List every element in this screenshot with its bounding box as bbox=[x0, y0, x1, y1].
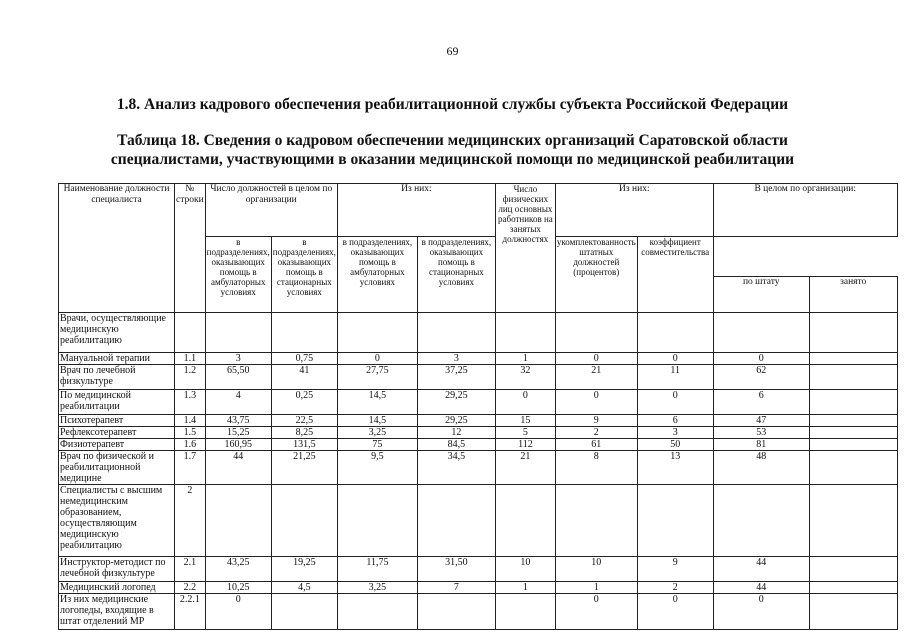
cell-combination bbox=[809, 485, 897, 557]
cell-inpatient: 7 bbox=[417, 582, 495, 594]
cell-staff: 44 bbox=[205, 451, 271, 485]
section-title: 1.8. Анализ кадрового обеспечения реабилитационной службы субъекта Российской Федерации bbox=[116, 96, 789, 113]
cell-row-no: 2.1 bbox=[175, 557, 206, 582]
cell-occupied bbox=[271, 594, 337, 630]
table-row bbox=[59, 427, 898, 439]
cell-name: Психотерапевт bbox=[59, 415, 175, 427]
cell-outpatient: 0 bbox=[337, 353, 417, 365]
cell-combination bbox=[809, 582, 897, 594]
cell-row-no: 1.1 bbox=[175, 353, 206, 365]
table-row bbox=[59, 365, 898, 390]
cell-occupied bbox=[271, 485, 337, 557]
cell-name: Рефлексотерапевт bbox=[59, 427, 175, 439]
cell-staff: 43,75 bbox=[205, 415, 271, 427]
cell-staffing-pct: 48 bbox=[713, 451, 809, 485]
cell-staffing-pct: 44 bbox=[713, 557, 809, 582]
cell-inpatient-2: 50 bbox=[637, 439, 713, 451]
cell-occupied: 41 bbox=[271, 365, 337, 390]
cell-outpatient-2: 8 bbox=[555, 451, 637, 485]
staffing-table-container bbox=[58, 183, 898, 630]
cell-row-no: 2.2 bbox=[175, 582, 206, 594]
header-row-no: № строки bbox=[175, 184, 206, 313]
cell-outpatient bbox=[337, 313, 417, 353]
cell-outpatient: 3,25 bbox=[337, 582, 417, 594]
cell-occupied: 21,25 bbox=[271, 451, 337, 485]
cell-name: Физиотерапевт bbox=[59, 439, 175, 451]
cell-row-no bbox=[175, 313, 206, 353]
cell-inpatient: 34,5 bbox=[417, 451, 495, 485]
cell-inpatient-2 bbox=[637, 313, 713, 353]
cell-staffing-pct: 44 bbox=[713, 582, 809, 594]
header-individuals: Число физических лиц основных работников на занятых должностях bbox=[495, 184, 555, 313]
cell-inpatient: 84,5 bbox=[417, 439, 495, 451]
cell-name: По медицинской реабилитации bbox=[59, 390, 175, 415]
header-staff: по штату bbox=[713, 277, 809, 313]
cell-row-no: 1.2 bbox=[175, 365, 206, 390]
cell-inpatient-2: 3 bbox=[637, 427, 713, 439]
cell-combination bbox=[809, 451, 897, 485]
cell-name: Врач по лечебной физкультуре bbox=[59, 365, 175, 390]
cell-individuals: 15 bbox=[495, 415, 555, 427]
cell-occupied: 131,5 bbox=[271, 439, 337, 451]
table-row bbox=[59, 451, 898, 485]
cell-occupied: 0,75 bbox=[271, 353, 337, 365]
cell-name: Из них медицинские логопеды, входящие в штат отделений МР bbox=[59, 594, 175, 630]
cell-outpatient-2 bbox=[555, 485, 637, 557]
cell-inpatient-2: 2 bbox=[637, 582, 713, 594]
header-staffing: укомплектованность штатных должностей (процентов) bbox=[555, 237, 637, 313]
cell-inpatient: 12 bbox=[417, 427, 495, 439]
cell-inpatient: 37,25 bbox=[417, 365, 495, 390]
cell-combination bbox=[809, 439, 897, 451]
cell-staff: 15,25 bbox=[205, 427, 271, 439]
cell-name: Мануальной терапии bbox=[59, 353, 175, 365]
cell-inpatient-2: 9 bbox=[637, 557, 713, 582]
header-of-them-2: Из них: bbox=[555, 184, 713, 237]
table-row bbox=[59, 390, 898, 415]
cell-staff bbox=[205, 313, 271, 353]
cell-staffing-pct: 81 bbox=[713, 439, 809, 451]
staffing-table-body bbox=[59, 313, 898, 630]
table-row bbox=[59, 353, 898, 365]
cell-occupied: 19,25 bbox=[271, 557, 337, 582]
cell-occupied: 0,25 bbox=[271, 390, 337, 415]
cell-individuals: 10 bbox=[495, 557, 555, 582]
table-caption-line-1: Таблица 18. Сведения о кадровом обеспечении медицинских организаций Саратовской области bbox=[117, 132, 788, 149]
cell-staffing-pct: 0 bbox=[713, 594, 809, 630]
header-occupied: занято bbox=[809, 277, 897, 313]
cell-combination bbox=[809, 427, 897, 439]
cell-outpatient-2: 10 bbox=[555, 557, 637, 582]
cell-occupied bbox=[271, 313, 337, 353]
cell-inpatient-2 bbox=[637, 485, 713, 557]
cell-outpatient-2: 0 bbox=[555, 353, 637, 365]
cell-inpatient bbox=[417, 594, 495, 630]
header-positions: Число должностей в целом по организации bbox=[205, 184, 337, 237]
cell-combination bbox=[809, 390, 897, 415]
table-row bbox=[59, 313, 898, 353]
cell-name: Специалисты с высшим немедицинским образованием, осуществляющим медицинскую реабилитацию bbox=[59, 485, 175, 557]
cell-inpatient-2: 6 bbox=[637, 415, 713, 427]
cell-inpatient bbox=[417, 485, 495, 557]
cell-inpatient-2: 0 bbox=[637, 390, 713, 415]
cell-staff: 160,95 bbox=[205, 439, 271, 451]
cell-staffing-pct bbox=[713, 313, 809, 353]
cell-row-no: 2.2.1 bbox=[175, 594, 206, 630]
cell-outpatient: 75 bbox=[337, 439, 417, 451]
cell-inpatient-2: 0 bbox=[637, 594, 713, 630]
cell-inpatient-2: 13 bbox=[637, 451, 713, 485]
cell-staff bbox=[205, 485, 271, 557]
cell-row-no: 1.6 bbox=[175, 439, 206, 451]
cell-occupied: 8,25 bbox=[271, 427, 337, 439]
cell-name: Медицинский логопед bbox=[59, 582, 175, 594]
cell-combination bbox=[809, 353, 897, 365]
cell-outpatient-2: 0 bbox=[555, 594, 637, 630]
cell-row-no: 2 bbox=[175, 485, 206, 557]
cell-row-no: 1.7 bbox=[175, 451, 206, 485]
cell-outpatient: 9,5 bbox=[337, 451, 417, 485]
cell-staff: 3 bbox=[205, 353, 271, 365]
cell-outpatient bbox=[337, 485, 417, 557]
cell-inpatient: 29,25 bbox=[417, 415, 495, 427]
cell-occupied: 22,5 bbox=[271, 415, 337, 427]
cell-individuals bbox=[495, 485, 555, 557]
cell-individuals: 1 bbox=[495, 582, 555, 594]
table-row bbox=[59, 415, 898, 427]
cell-inpatient: 3 bbox=[417, 353, 495, 365]
cell-combination bbox=[809, 365, 897, 390]
table-caption-line-2: специалистами, участвующими в оказании медицинской помощи по медицинской реабилитации bbox=[110, 151, 795, 168]
cell-row-no: 1.3 bbox=[175, 390, 206, 415]
table-row bbox=[59, 582, 898, 594]
cell-outpatient-2: 61 bbox=[555, 439, 637, 451]
cell-outpatient-2: 1 bbox=[555, 582, 637, 594]
header-overall: В целом по организации: bbox=[713, 184, 897, 237]
cell-combination bbox=[809, 313, 897, 353]
cell-individuals: 112 bbox=[495, 439, 555, 451]
cell-inpatient-2: 0 bbox=[637, 353, 713, 365]
table-row bbox=[59, 594, 898, 630]
header-of-them-1: Из них: bbox=[337, 184, 495, 237]
cell-individuals bbox=[495, 594, 555, 630]
cell-outpatient: 14,5 bbox=[337, 415, 417, 427]
cell-name: Врачи, осуществляющие медицинскую реабилитацию bbox=[59, 313, 175, 353]
cell-staff: 10,25 bbox=[205, 582, 271, 594]
cell-name: Врач по физической и реабилитационной медицине bbox=[59, 451, 175, 485]
cell-staffing-pct bbox=[713, 485, 809, 557]
cell-staffing-pct: 62 bbox=[713, 365, 809, 390]
cell-inpatient: 31,50 bbox=[417, 557, 495, 582]
cell-individuals: 5 bbox=[495, 427, 555, 439]
table-row bbox=[59, 485, 898, 557]
cell-staffing-pct: 0 bbox=[713, 353, 809, 365]
cell-outpatient-2: 21 bbox=[555, 365, 637, 390]
cell-outpatient: 14,5 bbox=[337, 390, 417, 415]
page-number: 69 bbox=[446, 44, 459, 58]
cell-staff: 4 bbox=[205, 390, 271, 415]
header-name: Наименование должности специалиста bbox=[59, 184, 175, 313]
cell-staffing-pct: 47 bbox=[713, 415, 809, 427]
table-caption bbox=[0, 131, 905, 169]
header-combination: коэффициент совместительства bbox=[637, 237, 713, 313]
cell-name: Инструктор-методист по лечебной физкультуре bbox=[59, 557, 175, 582]
table-row bbox=[59, 557, 898, 582]
cell-individuals: 1 bbox=[495, 353, 555, 365]
cell-outpatient: 27,75 bbox=[337, 365, 417, 390]
cell-inpatient bbox=[417, 313, 495, 353]
cell-outpatient bbox=[337, 594, 417, 630]
cell-inpatient: 29,25 bbox=[417, 390, 495, 415]
cell-combination bbox=[809, 594, 897, 630]
cell-combination bbox=[809, 415, 897, 427]
header-outpatient-units-2: в подразделениях, оказывающих помощь в амбулаторных условиях bbox=[337, 237, 417, 313]
cell-inpatient-2: 11 bbox=[637, 365, 713, 390]
cell-staff: 0 bbox=[205, 594, 271, 630]
staffing-table bbox=[58, 183, 898, 630]
table-row bbox=[59, 439, 898, 451]
cell-staffing-pct: 53 bbox=[713, 427, 809, 439]
cell-individuals: 32 bbox=[495, 365, 555, 390]
cell-combination bbox=[809, 557, 897, 582]
header-inpatient-units: в подразделениях, оказывающих помощь в стационарных условиях bbox=[271, 237, 337, 313]
cell-staffing-pct: 6 bbox=[713, 390, 809, 415]
cell-outpatient: 11,75 bbox=[337, 557, 417, 582]
cell-individuals: 21 bbox=[495, 451, 555, 485]
cell-row-no: 1.4 bbox=[175, 415, 206, 427]
cell-staff: 65,50 bbox=[205, 365, 271, 390]
cell-outpatient: 3,25 bbox=[337, 427, 417, 439]
cell-outpatient-2: 0 bbox=[555, 390, 637, 415]
cell-staff: 43,25 bbox=[205, 557, 271, 582]
cell-outpatient-2: 2 bbox=[555, 427, 637, 439]
cell-individuals: 0 bbox=[495, 390, 555, 415]
cell-occupied: 4,5 bbox=[271, 582, 337, 594]
cell-outpatient-2: 9 bbox=[555, 415, 637, 427]
header-outpatient-units: в подразделениях, оказывающих помощь в амбулаторных условиях bbox=[205, 237, 271, 313]
cell-outpatient-2 bbox=[555, 313, 637, 353]
cell-individuals bbox=[495, 313, 555, 353]
header-inpatient-units-2: в подразделениях, оказывающих помощь в стационарных условиях bbox=[417, 237, 495, 313]
cell-row-no: 1.5 bbox=[175, 427, 206, 439]
